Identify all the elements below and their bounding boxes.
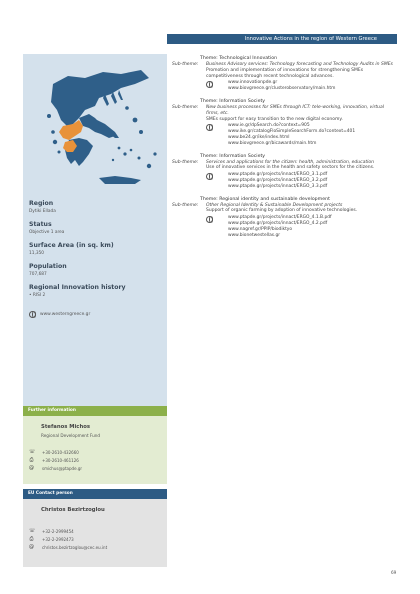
eu-contact-header <box>23 489 167 499</box>
theme-link[interactable]: www.bionetwestellas.gr <box>228 232 281 238</box>
history-value: • RISI 2 <box>29 293 46 298</box>
theme-title: Theme: Technological Innovation <box>200 56 278 61</box>
theme-links <box>206 123 394 146</box>
region-label: Region <box>29 200 54 207</box>
globe-icon <box>206 216 213 223</box>
region-info <box>29 200 163 318</box>
contact-email-value: smichus@ptapde.gr <box>42 466 82 471</box>
theme-block <box>172 56 394 92</box>
population-value: 707,687 <box>29 272 47 277</box>
theme-link[interactable]: www.ptapde.gr/projects/innact/ERGO_3.2.pdf <box>228 177 328 183</box>
eu-contact-fax <box>29 537 74 542</box>
subtheme-text: Business Advisory services: Technology forecasting and Technology Audits in SMEs <box>206 62 393 67</box>
status-block <box>29 221 163 236</box>
theme-link[interactable]: www.biovgreece.gr/clusterobservatory/main.htm <box>228 86 336 92</box>
further-info-heading: Further information <box>28 408 76 413</box>
theme-title: Theme: Information Society <box>200 153 266 159</box>
contact-fax-value: +30-2610-461126 <box>42 458 79 463</box>
status-value: Objective 1 area <box>29 230 65 235</box>
fax-icon: ⎙ <box>29 457 34 463</box>
subtheme-label: Sub-theme: <box>172 104 199 110</box>
contact-org: Regional Development Fund <box>41 433 101 438</box>
page-number: 69 <box>391 570 397 575</box>
globe-icon <box>206 124 213 131</box>
eu-contact-phone <box>29 529 74 534</box>
theme-link[interactable]: www.ptapde.gr/projects/innact/ERGO_3.3.pdf <box>228 183 328 189</box>
subtheme-text: Other Regional Identity & Sustainable Development projects <box>206 202 343 208</box>
contact-fax <box>29 458 79 463</box>
theme-title: Theme: Information Society <box>200 98 266 104</box>
surface-value: 11,350 <box>29 251 45 256</box>
email-icon: @ <box>29 544 34 550</box>
surface-label: Surface Area (in sq. km) <box>29 242 114 249</box>
theme-links <box>206 172 394 189</box>
theme-link[interactable]: www.ptapde.gr/projects/innact/ERGO_4.1.B.pdf <box>228 215 332 221</box>
eu-contact-name: Christos Bezirtzoglou <box>41 507 105 513</box>
theme-description: Promotion and implementation of innovations for strengthening SMEs competitiveness through recent technological advances. <box>206 67 364 79</box>
population-block <box>29 263 163 278</box>
header-bar <box>167 34 397 44</box>
subtheme <box>172 105 394 117</box>
contact-phone-value: +30-2610-432660 <box>42 450 79 455</box>
subtheme-text: Services and applications for the citizen: health, administration, education <box>206 159 374 165</box>
surface-block <box>29 242 163 257</box>
theme-title: Theme: Regional identity and sustainable development <box>200 196 330 202</box>
email-icon: @ <box>29 465 34 471</box>
globe-icon <box>206 81 213 88</box>
eu-contact-heading: EU Contact person <box>28 491 73 496</box>
theme-description: SMEs support for easy transition to the new digital economy. <box>206 116 343 122</box>
themes-list <box>172 56 394 245</box>
map-graphic <box>23 54 167 194</box>
website-text: www.westerngreece.gr <box>40 312 91 317</box>
contact-phone <box>29 450 79 455</box>
phone-icon: ☏ <box>29 528 36 534</box>
eu-email-value: christos.bezirtzoglou@cec.eu.int <box>42 545 108 550</box>
phone-icon: ☏ <box>29 449 36 455</box>
globe-icon <box>206 173 213 180</box>
subtheme-label: Sub-theme: <box>172 202 199 208</box>
further-info-box <box>23 416 167 484</box>
globe-icon <box>29 311 36 318</box>
subtheme-label: Sub-theme: <box>172 62 199 67</box>
theme-link[interactable]: www.innovationpde.gr <box>228 80 278 86</box>
subtheme <box>172 62 394 68</box>
theme-link[interactable]: www.ptapde.gr/projects/innact/ERGO_3.1.pdf <box>228 172 328 178</box>
theme-description: Support of organic farming by adoption of innovative technologies. <box>206 208 358 214</box>
subtheme-text: New business processes for SMEs through ICT: tele-working, innovation, virtual firms, etc. <box>206 104 385 116</box>
website-link[interactable] <box>29 311 163 318</box>
further-info-header <box>23 406 167 416</box>
theme-links <box>206 80 394 92</box>
theme-block <box>172 197 394 239</box>
theme-link[interactable]: www.be24.gr/ike/index.html <box>228 134 290 140</box>
theme-description: Use of innovative services in the health and safety sectors for the citizens. <box>206 165 375 171</box>
theme-link[interactable]: www.biovgreece.gr/bicawards/main.htm <box>228 140 317 146</box>
theme-link[interactable]: www.ike.gr/catalogFloSimpleSearchForm.do?context=401 <box>228 129 356 135</box>
eu-phone-value: +32-2-2999454 <box>42 529 74 534</box>
region-block <box>29 200 163 215</box>
history-label: Regional Innovation history <box>29 284 126 291</box>
theme-link[interactable]: www.nagref.gr/PPIP/biodiktyo <box>228 226 293 232</box>
contact-email[interactable] <box>29 466 82 471</box>
status-label: Status <box>29 221 52 228</box>
greece-map <box>23 54 167 194</box>
eu-contact-email[interactable] <box>29 545 107 550</box>
eu-fax-value: +32-2-2992473 <box>42 537 74 542</box>
population-label: Population <box>29 263 67 270</box>
theme-link[interactable]: www.ie.gr/dpSearch.do?context=905 <box>228 123 310 129</box>
fax-icon: ⎙ <box>29 536 34 542</box>
theme-links <box>206 215 394 238</box>
contact-name: Stefanos Michos <box>41 424 91 430</box>
subtheme-label: Sub-theme: <box>172 159 199 165</box>
theme-block <box>172 154 394 190</box>
region-value: Dytiki Ellada <box>29 209 56 214</box>
theme-link[interactable]: www.ptapde.gr/projects/innact/ERGO_4.2.pdf <box>228 220 328 226</box>
history-block <box>29 284 163 299</box>
page-title: Innovative Actions in the region of Western Greece <box>244 35 377 42</box>
theme-block <box>172 99 394 147</box>
eu-contact-box <box>23 499 167 567</box>
